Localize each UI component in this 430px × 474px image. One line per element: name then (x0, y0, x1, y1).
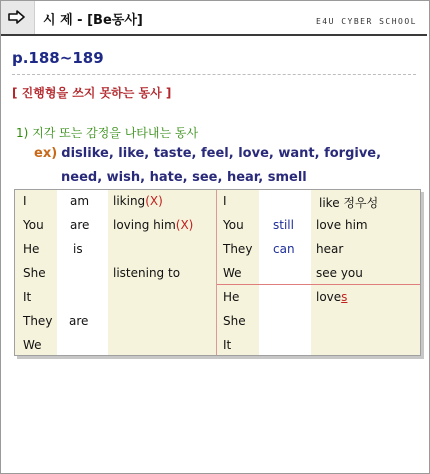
right-predicate-cell: see you (316, 266, 363, 280)
page-title: 시 제 - [Be동사] (43, 13, 143, 28)
right-predicate-cell (316, 290, 347, 304)
left-subject-cell: You (23, 218, 44, 232)
brand-label: E4U CYBER SCHOOL (315, 17, 417, 26)
right-subject-cell: We (223, 266, 242, 280)
incorrect-mark: (X) (145, 194, 163, 208)
example-words-1: dislike, like, taste, feel, love, want, forgive, (61, 146, 382, 161)
right-predicate-cell: like 정우성 (319, 196, 379, 210)
section-title: [ 진행형을 쓰지 못하는 동사 ] (12, 86, 172, 100)
right-predicate-cell: hear (316, 242, 344, 256)
left-subject-cell: It (23, 290, 32, 304)
right-subject-cell: He (223, 290, 240, 304)
left-subject-cell: She (23, 266, 46, 280)
left-subject-cell: I (23, 194, 27, 208)
example-line-1 (34, 146, 381, 161)
left-verb-cell: are (70, 218, 90, 232)
item-title: 1) 지각 또는 감정을 나타내는 동사 (16, 126, 199, 140)
header-icon-box (1, 1, 35, 34)
left-predicate-cell (113, 218, 193, 232)
right-subject-cell: It (223, 338, 232, 352)
left-subject-cell: We (23, 338, 42, 352)
right-subject-cell: You (223, 218, 244, 232)
example-label: ex) (34, 146, 58, 161)
incorrect-mark: (X) (175, 218, 194, 232)
right-aux-cell: still (273, 218, 294, 232)
left-subject-cell: They (23, 314, 53, 328)
left-predicate-cell (113, 194, 163, 208)
example-line-2: need, wish, hate, see, hear, smell (61, 170, 307, 185)
header-divider (1, 34, 427, 36)
grammar-table (14, 189, 421, 356)
right-subject-cell: They (223, 242, 253, 256)
predicate-base: love (316, 290, 342, 304)
right-subject-cell: She (223, 314, 246, 328)
left-verb-cell: are (69, 314, 89, 328)
predicate-text: loving him (113, 218, 176, 232)
predicate-text: liking (113, 194, 146, 208)
right-subject-cell: I (223, 194, 227, 208)
right-predicate-cell: love him (316, 218, 368, 232)
page-reference: p.188~189 (12, 49, 104, 67)
table-center-divider (216, 190, 217, 355)
left-subject-cell: He (23, 242, 40, 256)
dashed-divider (12, 74, 416, 75)
header-bar (1, 1, 427, 34)
left-predicate-cell: listening to (113, 266, 181, 280)
left-verb-cell: is (73, 242, 83, 256)
left-verb-cell: am (70, 194, 90, 208)
third-person-suffix: s (341, 290, 348, 304)
right-aux-cell: can (273, 242, 295, 256)
table-right-separator (217, 284, 420, 285)
